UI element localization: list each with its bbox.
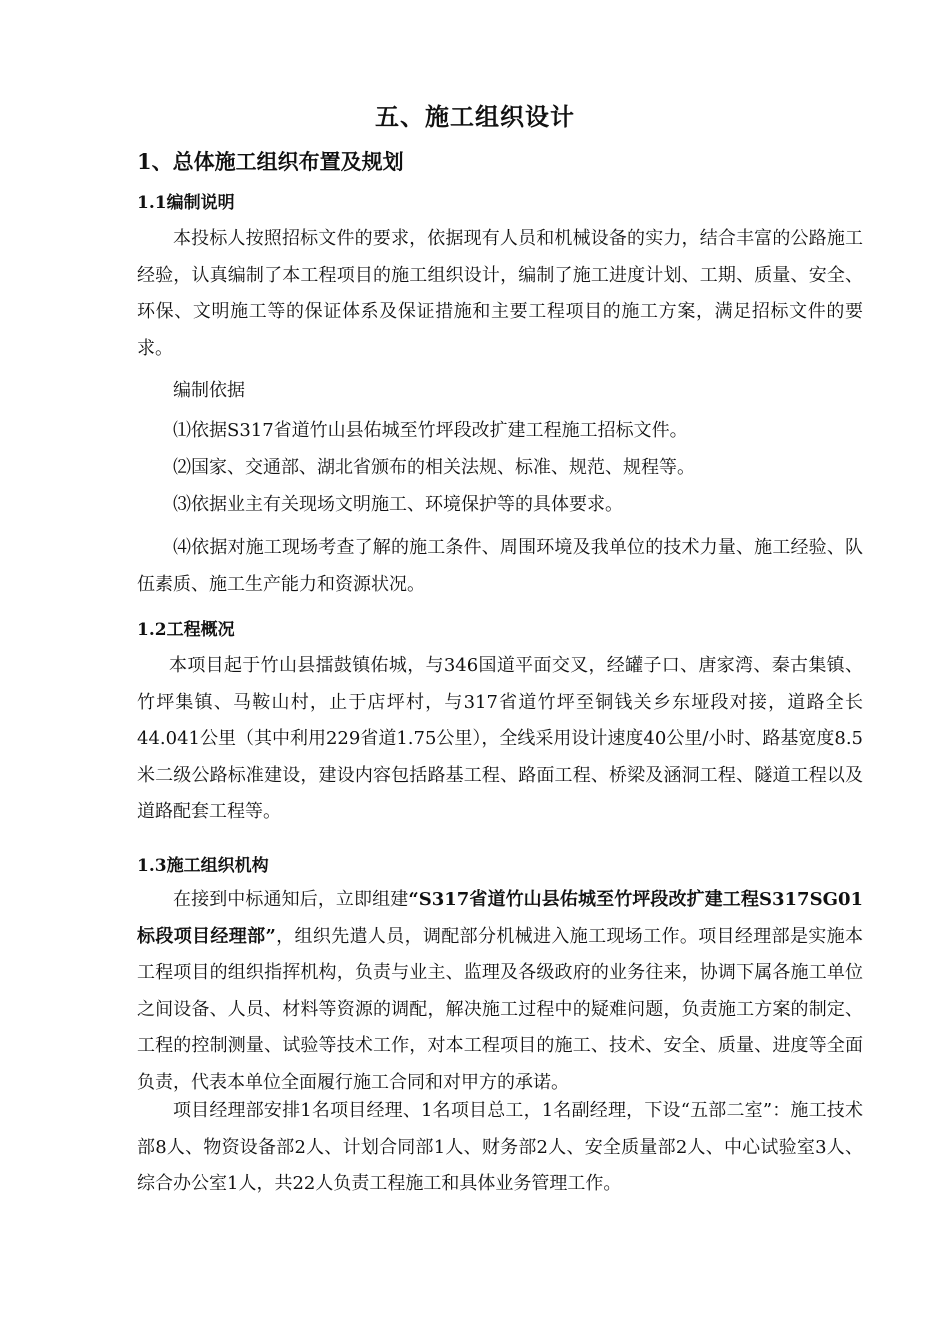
paragraph-organization [137,882,863,1101]
subsection-heading-1-2: 1.2工程概况 [137,620,235,640]
basis-item-4: ⑷依据对施工现场考查了解的施工条件、周围环境及我单位的技术力量、施工经验、队伍素质、施工生产能力和资源状况。 [137,537,863,595]
paragraph-staffing: 项目经理部安排1名项目经理、1名项目总工，1名副经理，下设“五部二室”：施工技术部8人、物资设备部2人、计划合同部1人、财务部2人、安全质量部2人、中心试验室3人、综合办公室1人，共22人负责工程施工和具体业务管理工作。 [137,1100,863,1194]
subsection-heading-1-3: 1.3施工组织机构 [137,856,269,876]
basis-item-2: ⑵国家、交通部、湖北省颁布的相关法规、标准、规范、规程等。 [173,457,695,478]
subsection-heading-1-1: 1.1编制说明 [137,193,235,213]
organization-text-lead: 在接到中标通知后，立即组建 [173,889,409,910]
organization-text-body: ，组织先遣人员，调配部分机械进入施工现场工作。项目经理部是实施本工程项目的组织指挥机构，负责与业主、监理及各级政府的业务往来，协调下属各施工单位之间设备、人员、材料等资源的调配，解决施工过程中的疑难问题，负责施工方案的制定、工程的控制测量、试验等技术工作，对本工程项目的施工、技术、安全、质量、进度等全面负责，代表本单位全面履行施工合同和对甲方的承诺。 [137,925,864,1093]
basis-label: 编制依据 [173,380,245,401]
basis-item-3: ⑶依据业主有关现场文明施工、环境保护等的具体要求。 [173,494,623,515]
page-title: 五、施工组织设计 [375,102,575,131]
basis-item-1: ⑴依据S317省道竹山县佑城至竹坪段改扩建工程施工招标文件。 [173,420,688,441]
project-department-name: “S317省道竹山县佑城至竹坪段改扩建工程S317SG01标段项目经理部” [137,889,864,947]
paragraph-compilation-description: 本投标人按照招标文件的要求，依据现有人员和机械设备的实力，结合丰富的公路施工经验，认真编制了本工程项目的施工组织设计，编制了施工进度计划、工期、质量、安全、环保、文明施工等的保证体系及保证措施和主要工程项目的施工方案，满足招标文件的要求。 [137,228,863,359]
paragraph-project-overview: 本项目起于竹山县擂鼓镇佑城，与346国道平面交叉，经罐子口、唐家湾、秦古集镇、竹坪集镇、马鞍山村，止于店坪村，与317省道竹坪至铜钱关乡东垭段对接，道路全长44.041公里（其中利用229省道1.75公里），全线采用设计速度40公里/小时、路基宽度8.5米二级公路标准建设，建设内容包括路基工程、路面工程、桥梁及涵洞工程、隧道工程以及道路配套工程等。 [137,655,864,822]
section-heading-1: 1、总体施工组织布置及规划 [137,149,404,174]
